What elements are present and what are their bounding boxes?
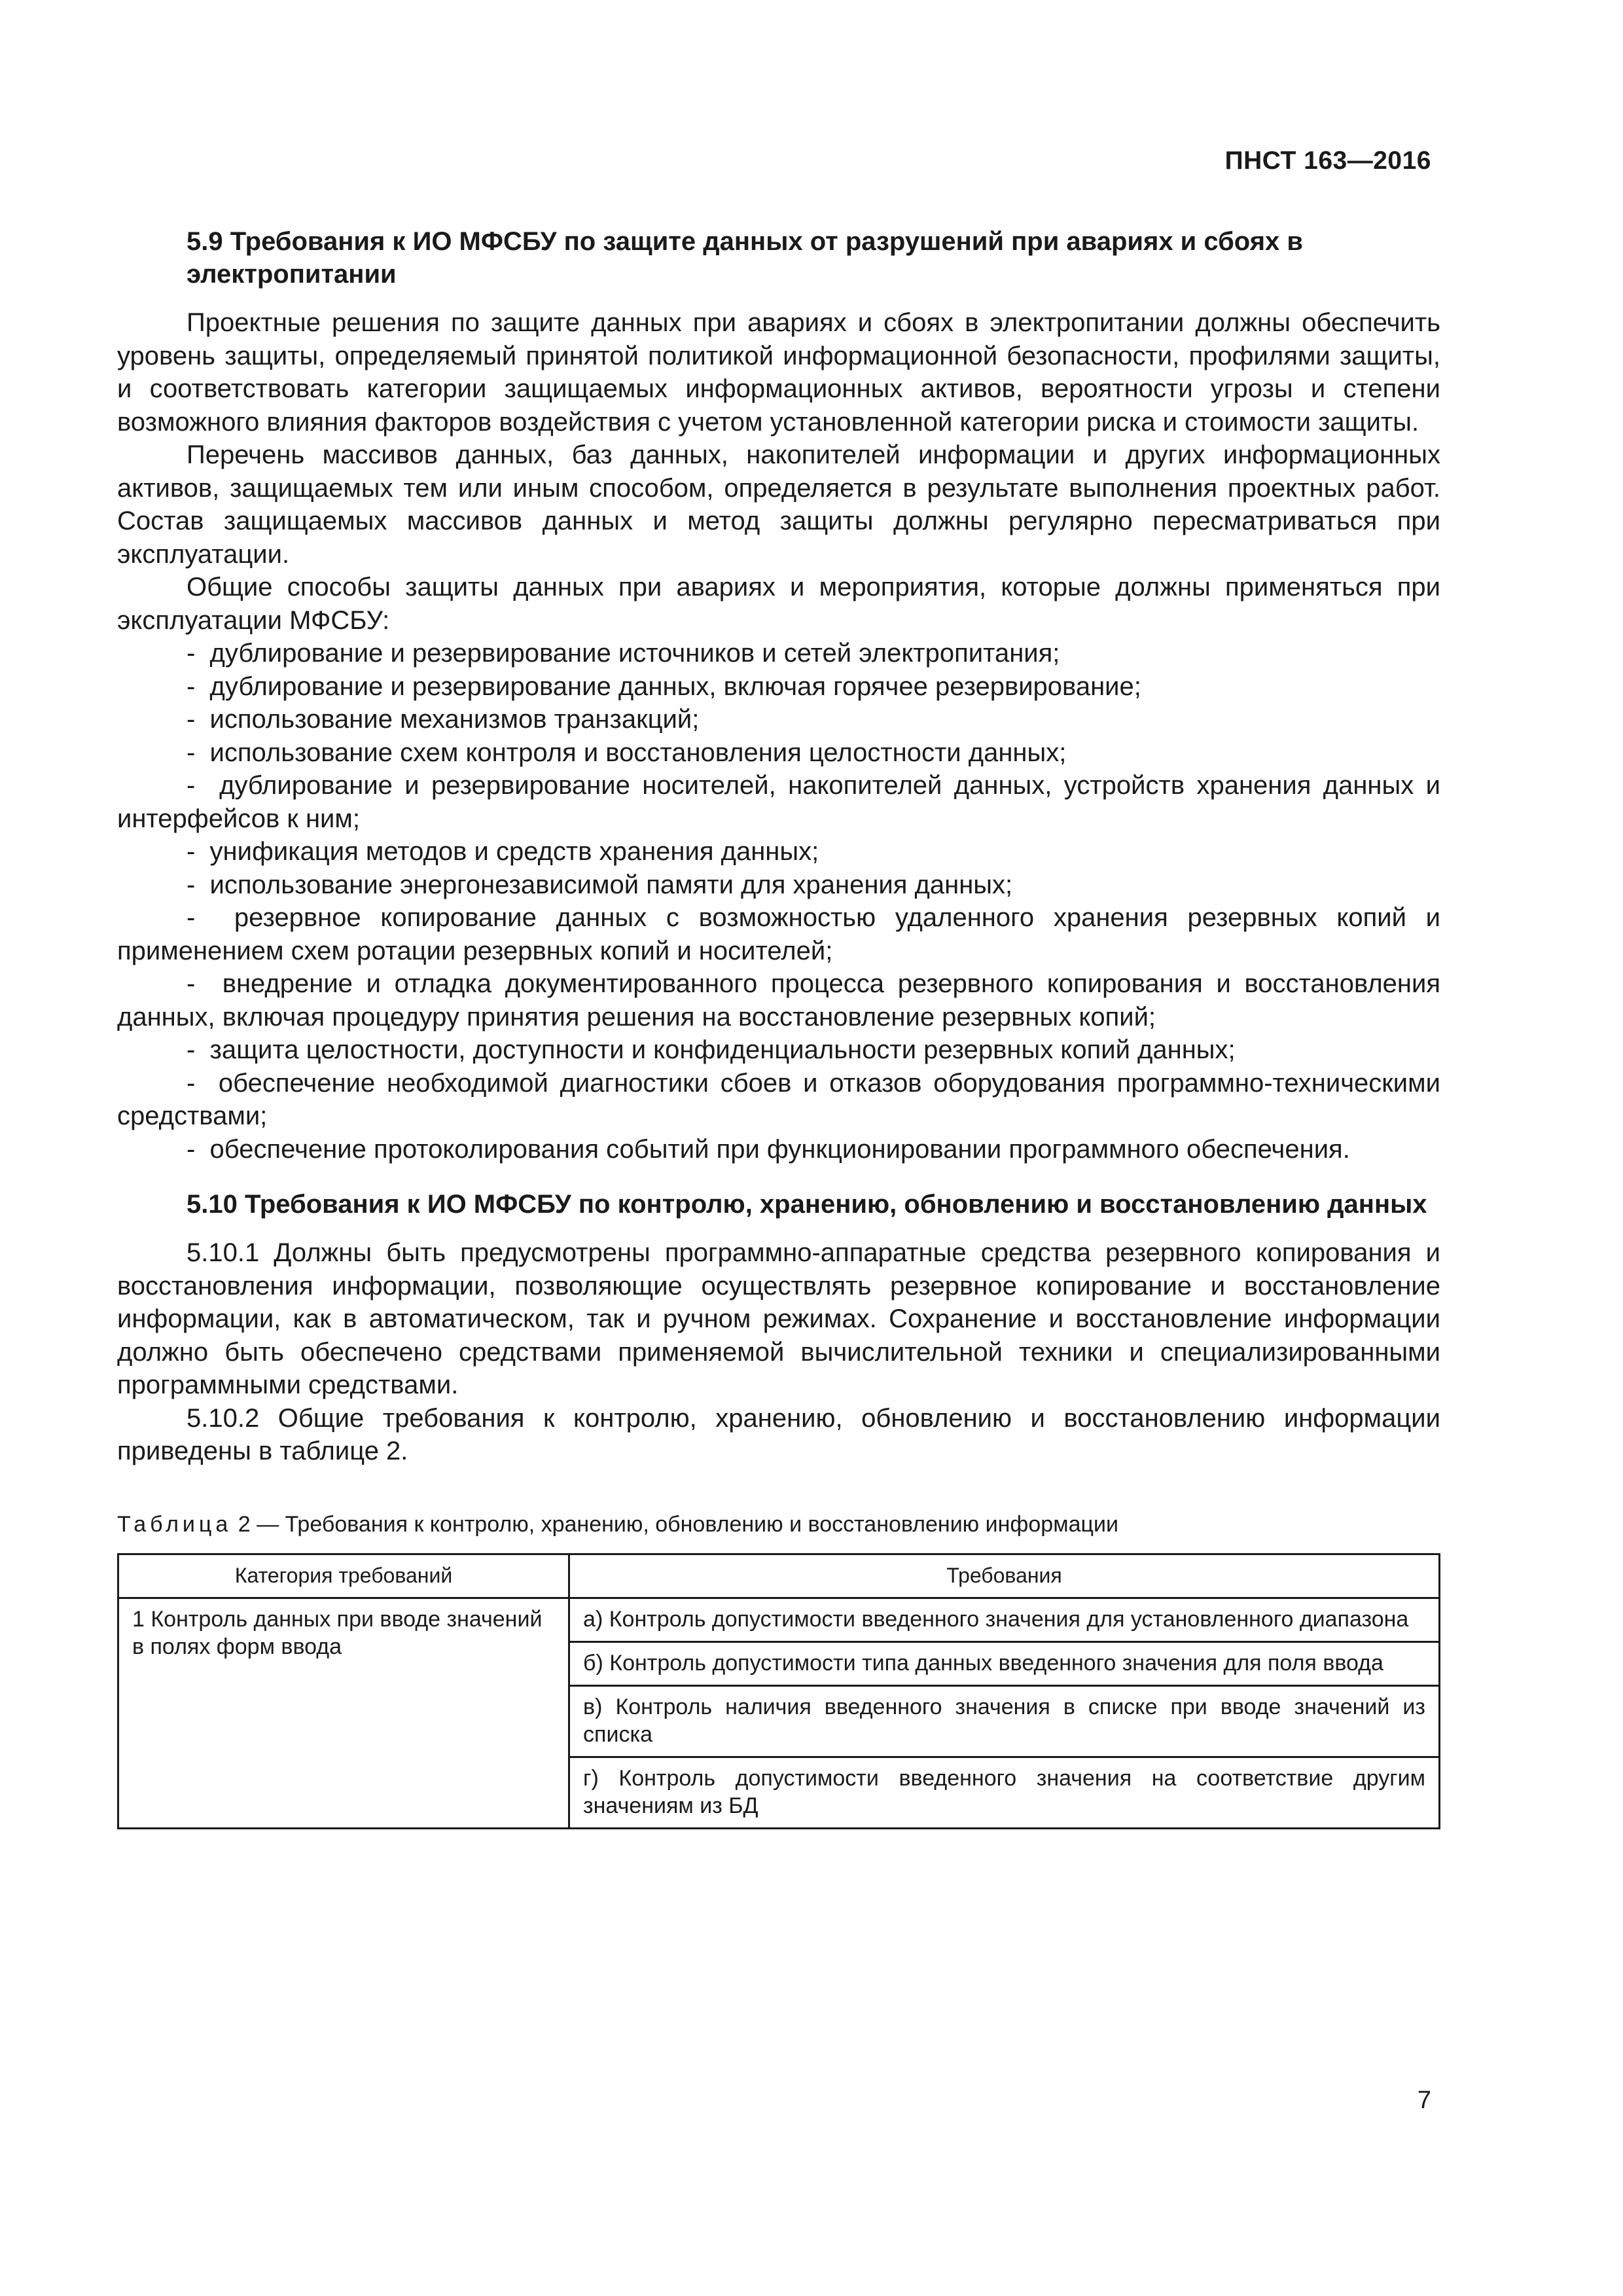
section-5-9-heading: 5.9 Требования к ИО МФСБУ по защите данных от разрушений при авариях и сбоях в электропитании (187, 227, 1303, 289)
paragraph: 5.10.2 Общие требования к контролю, хранению, обновлению и восстановлению информации приведены в таблице 2. (117, 1403, 1440, 1465)
list-item: - внедрение и отладка документированного процесса резервного копирования и восстановления данных, включая процедуру принятия решения на восстановление резервных копий; (117, 967, 1440, 1033)
table-caption-label: Таблица (117, 1511, 232, 1537)
document-code: ПНСТ 163—2016 (1224, 147, 1431, 175)
paragraph: Общие способы защиты данных при авариях и мероприятия, которые должны применяться при эксплуатации МФСБУ: (117, 573, 1440, 635)
table-row (118, 1598, 1440, 1641)
requirements-table (117, 1553, 1440, 1829)
requirement-cell: в) Контроль наличия введенного значения в списке при вводе значений из списка (569, 1685, 1440, 1757)
section-5-10-heading: 5.10 Требования к ИО МФСБУ по контролю, хранению, обновлению и восстановлению данных (187, 1190, 1427, 1219)
protection-methods-list (117, 637, 1440, 1166)
requirement-cell: б) Контроль допустимости типа данных введенного значения для поля ввода (569, 1641, 1440, 1685)
list-item: - защита целостности, доступности и конфиденциальности резервных копий данных; (117, 1033, 1440, 1067)
list-item: - дублирование и резервирование данных, включая горячее резервирование; (117, 670, 1440, 704)
list-item: - дублирование и резервирование носителей, накопителей данных, устройств хранения данных и интерфейсов к ним; (117, 769, 1440, 835)
list-item: - обеспечение протоколирования событий при функционировании программного обеспечения. (117, 1133, 1440, 1166)
list-item: - использование схем контроля и восстановления целостности данных; (117, 736, 1440, 770)
column-header: Требования (569, 1554, 1440, 1598)
page-content (117, 225, 1440, 1829)
list-item: - обеспечение необходимой диагностики сбоев и отказов оборудования программно-техническими средствами; (117, 1067, 1440, 1133)
paragraph: Проектные решения по защите данных при авариях и сбоях в электропитании должны обеспечить уровень защиты, определяемый принятой политикой информационной безопасности, профилями защиты, и соответствовать категории защищаемых информационных активов, вероятности угрозы и степени возможного влияния факторов воздействия с учетом установленной категории риска и стоимости защиты. (117, 308, 1440, 437)
requirement-cell: г) Контроль допустимости введенного значения на соответствие другим значениям из БД (569, 1757, 1440, 1828)
requirement-cell: а) Контроль допустимости введенного значения для установленного диапазона (569, 1598, 1440, 1641)
list-item: - резервное копирование данных с возможностью удаленного хранения резервных копий и применением схем ротации резервных копий и носителей; (117, 901, 1440, 967)
column-header: Категория требований (118, 1554, 569, 1598)
list-item: - дублирование и резервирование источников и сетей электропитания; (117, 637, 1440, 670)
list-item: - использование энергонезависимой памяти для хранения данных; (117, 869, 1440, 902)
table-caption (117, 1511, 1440, 1537)
list-item: - использование механизмов транзакций; (117, 703, 1440, 736)
paragraph: 5.10.1 Должны быть предусмотрены программно-аппаратные средства резервного копирования и восстановления информации, позволяющие осуществлять резервное копирование и восстановление информации, как в автоматическом, так и ручном режимах. Сохранение и восстановление информации должно быть обеспечено средствами применяемой вычислительной техники и специализированными программными средствами. (117, 1238, 1440, 1399)
paragraph: Перечень массивов данных, баз данных, накопителей информации и других информационных активов, защищаемых тем или иным способом, определяется в результате выполнения проектных работ. Состав защищаемых массивов данных и метод защиты должны регулярно пересматриваться при эксплуатации. (117, 440, 1440, 569)
table-header-row (118, 1554, 1440, 1598)
list-item: - унификация методов и средств хранения данных; (117, 835, 1440, 869)
table-caption-title: 2 — Требования к контролю, хранению, обновлению и восстановлению информации (232, 1511, 1118, 1537)
page-number: 7 (1417, 2087, 1431, 2114)
category-cell: 1 Контроль данных при вводе значений в полях форм ввода (118, 1598, 569, 1828)
